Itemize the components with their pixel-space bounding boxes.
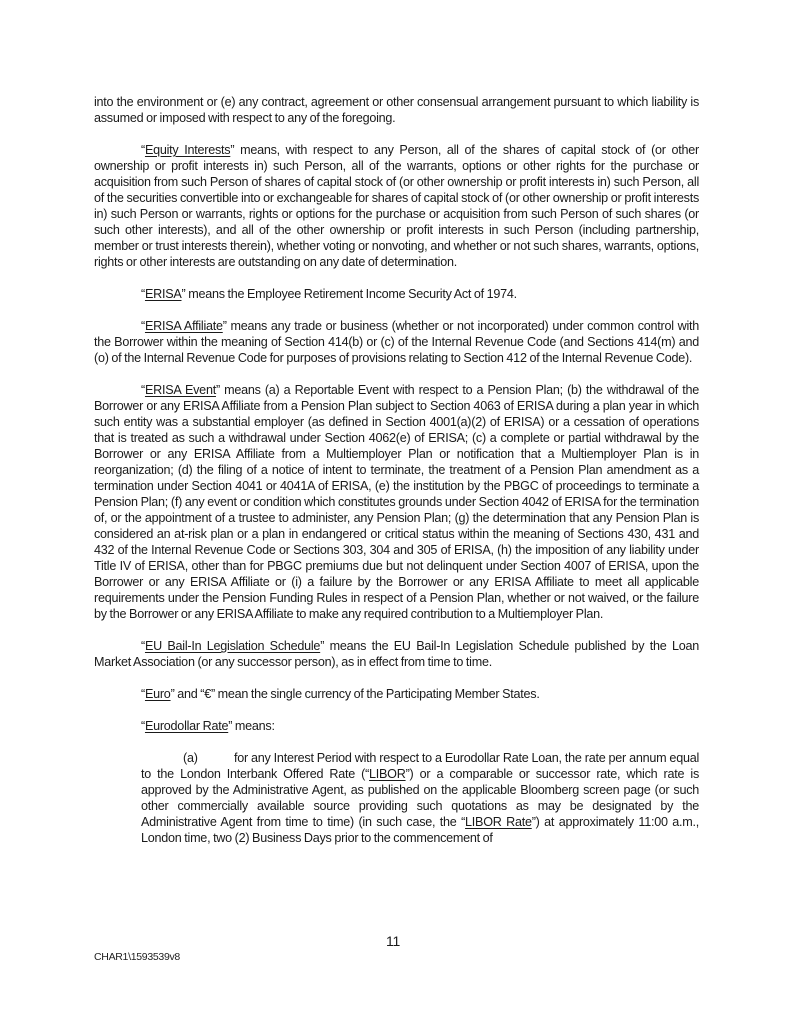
defined-term-libor-rate: LIBOR Rate bbox=[465, 815, 532, 829]
definition-text: means: bbox=[232, 719, 275, 733]
open-quote: “ bbox=[141, 143, 145, 157]
definition-euro bbox=[94, 686, 699, 702]
open-quote: “ bbox=[141, 287, 145, 301]
document-body bbox=[94, 94, 699, 862]
definition-erisa bbox=[94, 286, 699, 302]
paragraph-continuation bbox=[94, 94, 699, 126]
definition-text: means (a) a Reportable Event with respect to a Pension Plan; (b) the withdrawal of the Borrower or any ERISA Affiliate from a Pension Plan subject to Section 4063 of ERISA during a plan year in which such entity was a substantial employer (as defined in Section 4001(a)(2) of ERISA) or a cessation of operations that is treated as such a withdrawal under Section 4062(e) of ERISA; (c) a complete or partial withdrawal by the Borrower or any ERISA Affiliate from a Multiemployer Plan or notification that a Multiemployer Plan is in reorganization; (d) the filing of a notice of intent to terminate, the treatment of a Pension Plan amendment as a termination under Section 4041 or 4041A of ERISA, (e) the institution by the PBGC of proceedings to terminate a Pension Plan; (f) any event or condition which constitutes grounds under Section 4042 of ERISA for the termination of, or the appointment of a trustee to administer, any Pension Plan; (g) the determination that any Pension Plan is considered an at-risk plan or a plan in endangered or critical status within the meaning of Sections 430, 431 and 432 of the Internal Revenue Code or Sections 303, 304 and 305 of ERISA, (h) the imposition of any liability under Title IV of ERISA, other than for PBGC premiums due but not delinquent under Section 4007 of ERISA, upon the Borrower or any ERISA Affiliate or (i) a failure by the Borrower or any ERISA Affiliate to meet all applicable requirements under the Pension Funding Rules in respect of a Pension Plan, whether or not waived, or the failure by the Borrower or any ERISA Affiliate to make any required contribution to a Multiemployer Plan. bbox=[94, 383, 699, 621]
open-quote: “ bbox=[141, 719, 145, 733]
defined-term: Euro bbox=[144, 687, 171, 701]
close-quote: ” bbox=[215, 383, 220, 397]
close-quote: ” bbox=[228, 719, 233, 733]
definition-eu-bail-in-legislation-schedule bbox=[94, 638, 699, 670]
open-quote: “ bbox=[141, 319, 145, 333]
clause-text: ”) or a comparable or successor rate, which rate is approved by the Administrative Agent, as published on the applicable Bloomberg screen page (or such other commercially available source providing such quotations as may be designated by the Administrative Agent from time to time) (in such case, the “ bbox=[141, 767, 699, 829]
definition-text: means any trade or business (whether or not incorporated) under common control with the Borrower within the meaning of Section 414(b) or (c) of the Internal Revenue Code (and Sections 414(m) and (o) of the Internal Revenue Code for purposes of provisions relating to Section 412 of the Internal Revenue Code). bbox=[94, 319, 699, 365]
euro-symbol-text: and “€” bbox=[174, 687, 215, 701]
definition-erisa-event bbox=[94, 382, 699, 622]
document-id: CHAR1\1593539v8 bbox=[94, 951, 180, 963]
clause-text: for any Interest Period with respect to a Eurodollar Rate Loan, the rate per annum equal to the London Interbank Offered Rate (“ bbox=[141, 751, 699, 781]
clause-label: (a) bbox=[183, 751, 198, 765]
sub-clause-a bbox=[141, 750, 699, 846]
open-quote: “ bbox=[141, 383, 145, 397]
defined-term: ERISA Event bbox=[144, 383, 216, 397]
definition-text: means the Employee Retirement Income Security Act of 1974. bbox=[185, 287, 517, 301]
defined-term: ERISA Affiliate bbox=[144, 319, 223, 333]
close-quote: ” bbox=[222, 319, 227, 333]
defined-term: EU Bail-In Legislation Schedule bbox=[144, 639, 321, 653]
clause-text: ”) at approximately 11:00 a.m., London time, two (2) Business Days prior to the commencement of bbox=[141, 815, 699, 845]
definition-equity-interests bbox=[94, 142, 699, 270]
close-quote: ” bbox=[181, 287, 186, 301]
defined-term: ERISA bbox=[144, 287, 182, 301]
close-quote: ” bbox=[170, 687, 175, 701]
definition-text: mean the single currency of the Participating Member States. bbox=[214, 687, 540, 701]
defined-term: Equity Interests bbox=[144, 143, 231, 157]
open-quote: “ bbox=[141, 639, 145, 653]
close-quote: ” bbox=[230, 143, 235, 157]
open-quote: “ bbox=[141, 687, 145, 701]
close-quote: ” bbox=[320, 639, 325, 653]
definition-text: means, with respect to any Person, all of the shares of capital stock of (or other ownership or profit interests in) such Person, all of the warrants, options or other rights for the purchase or acquisition from such Person of shares of capital stock of (or other ownership or profit interests in) such Person, all of the securities convertible into or exchangeable for shares of capital stock of (or other ownership or profit interests in) such Person or warrants, rights or options for the purchase or acquisition from such Person of such shares (or such other interests), and all of the other ownership or profit interests in such Person (including partnership, member or trust interests therein), whether voting or nonvoting, and whether or not such shares, warrants, options, rights or other interests are outstanding on any date of determination. bbox=[94, 143, 699, 269]
paragraph-text: into the environment or (e) any contract, agreement or other consensual arrangement pursuant to which liability is assumed or imposed with respect to any of the foregoing. bbox=[94, 95, 699, 125]
page-number: 11 bbox=[386, 933, 401, 949]
definition-text: means the EU Bail-In Legislation Schedule published by the Loan Market Association (or any successor person), as in effect from time to time. bbox=[94, 639, 699, 669]
defined-term: Eurodollar Rate bbox=[144, 719, 229, 733]
definition-erisa-affiliate bbox=[94, 318, 699, 366]
definition-eurodollar-rate bbox=[94, 718, 699, 734]
defined-term-libor: LIBOR bbox=[369, 767, 406, 781]
